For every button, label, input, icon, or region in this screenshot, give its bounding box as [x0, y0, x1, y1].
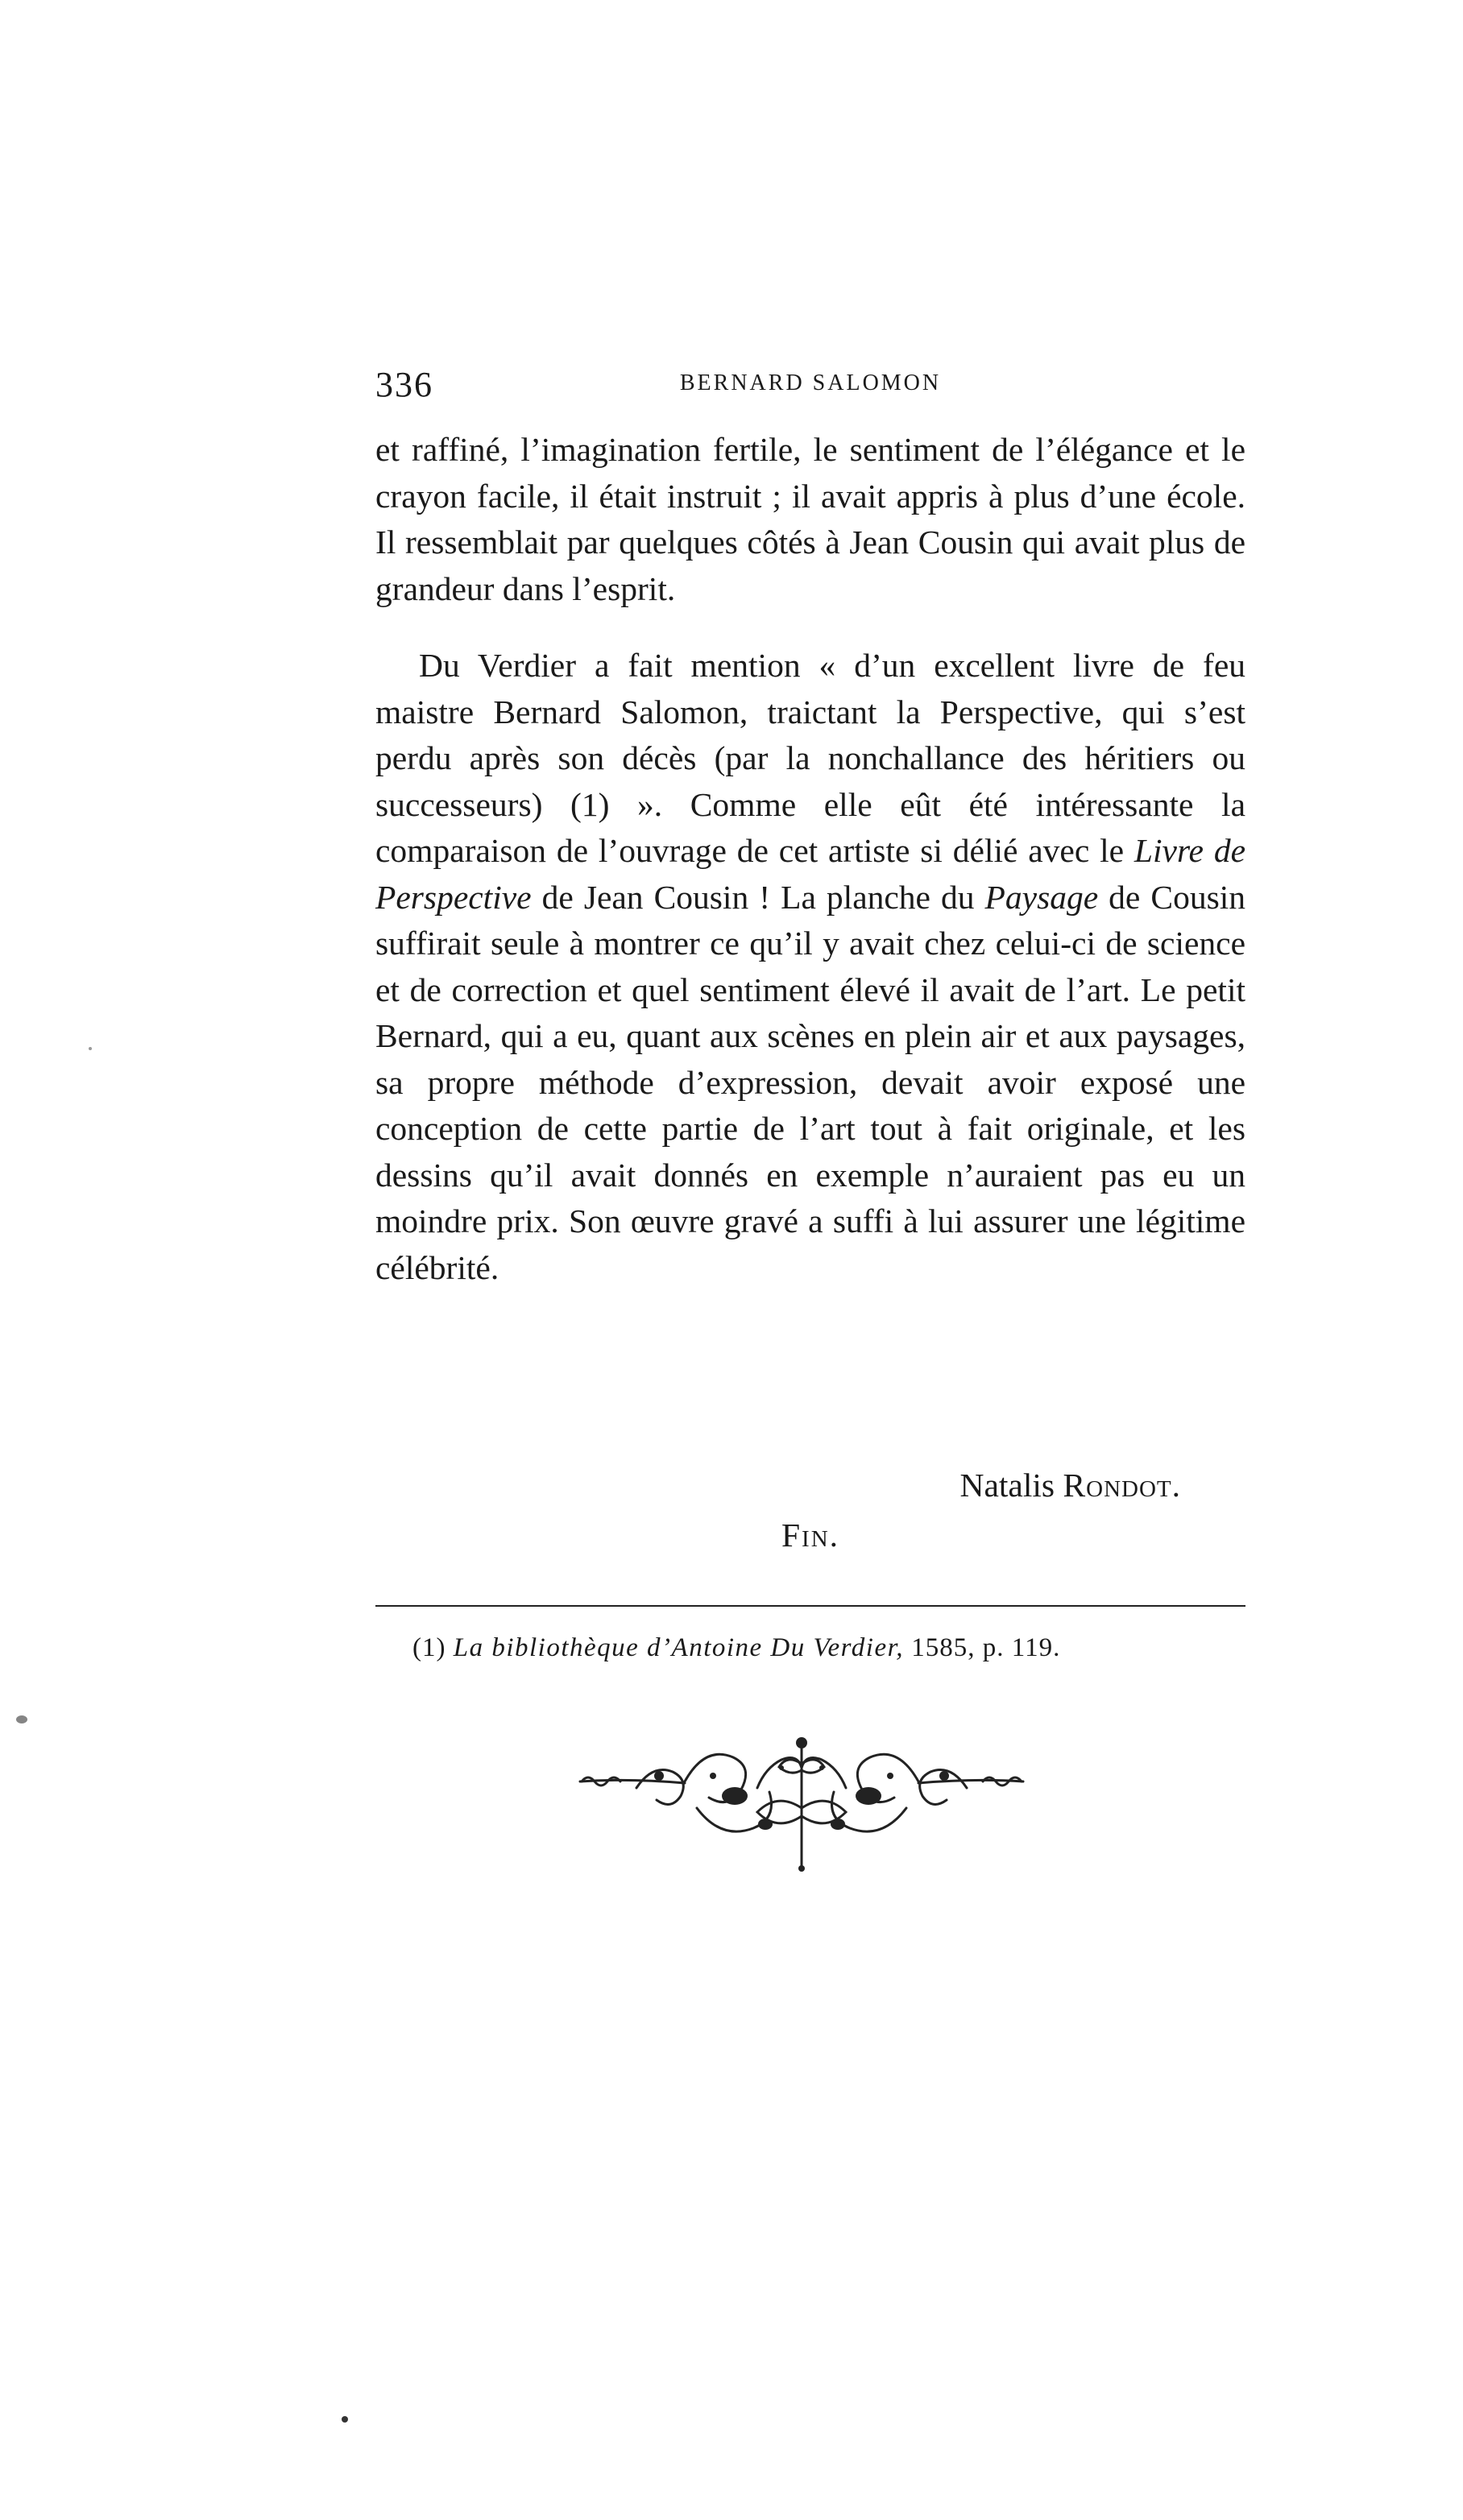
running-title: BERNARD SALOMON: [679, 370, 942, 395]
page-speck: [89, 1047, 92, 1050]
author-signature: [375, 1466, 1181, 1504]
signature-last-name: Rondot.: [1063, 1467, 1181, 1504]
paragraph-2-italic-livre: Livre de Perspective: [375, 832, 1245, 916]
paragraph-1: et raffiné, l’imagination fertile, le sentiment de l’élégance et le crayon facile, il était instruit ; il avait appris à plus d’une école. Il ressemblait par quelques côtés à Jean Cousin qui avait plus de grandeur dans l’esprit.: [375, 431, 1245, 607]
footnote-italic-title: La bibliothèque d’Antoine Du Verdier,: [453, 1633, 905, 1662]
page-number: 336: [375, 365, 433, 404]
body-text: [375, 427, 1245, 1291]
fin-label: Fin.: [781, 1517, 840, 1554]
paragraph-2-text-a: Du Verdier a fait mention « d’un excellent livre de feu maistre Bernard Salomon, traictant la Perspective, qui s’est perdu après son décès (par la nonchallance des héritiers ou successeurs) (1) ». Comme elle eût été intéressante la comparaison de l’ouvrage de cet artiste si délié avec le: [375, 647, 1245, 869]
footnote-divider: [375, 1605, 1245, 1607]
signature-first-name: Natalis: [959, 1467, 1055, 1504]
page-header: [375, 364, 1245, 412]
page-speck: [16, 1715, 27, 1723]
paragraph-2-text-b: de Jean Cousin ! La planche du: [531, 878, 985, 916]
fleuron-ornament-icon: [564, 1732, 1039, 1877]
footnote: [412, 1633, 1242, 1663]
paragraph-2-italic-paysage: Paysage: [984, 878, 1099, 916]
footnote-reference: 1585, p. 119.: [904, 1633, 1061, 1662]
paragraph-2: [375, 643, 1245, 1291]
paragraph-2-text-c: de Cousin suffirait seule à montrer ce qu’il y avait chez celui-ci de science et de correction et quel sentiment élevé il avait de l’art. Le petit Bernard, qui a eu, quant aux scènes en plein air et aux paysages, sa propre méthode d’expression, devait avoir exposé une conception de cette partie de l’art tout à fait originale, et les dessins qu’il avait donnés en exemple n’auraient pas eu un moindre prix. Son œuvre gravé a suffi à lui assurer une légitime célébrité.: [375, 878, 1246, 1286]
page-speck: [342, 2416, 348, 2423]
footnote-marker: (1): [412, 1633, 446, 1662]
